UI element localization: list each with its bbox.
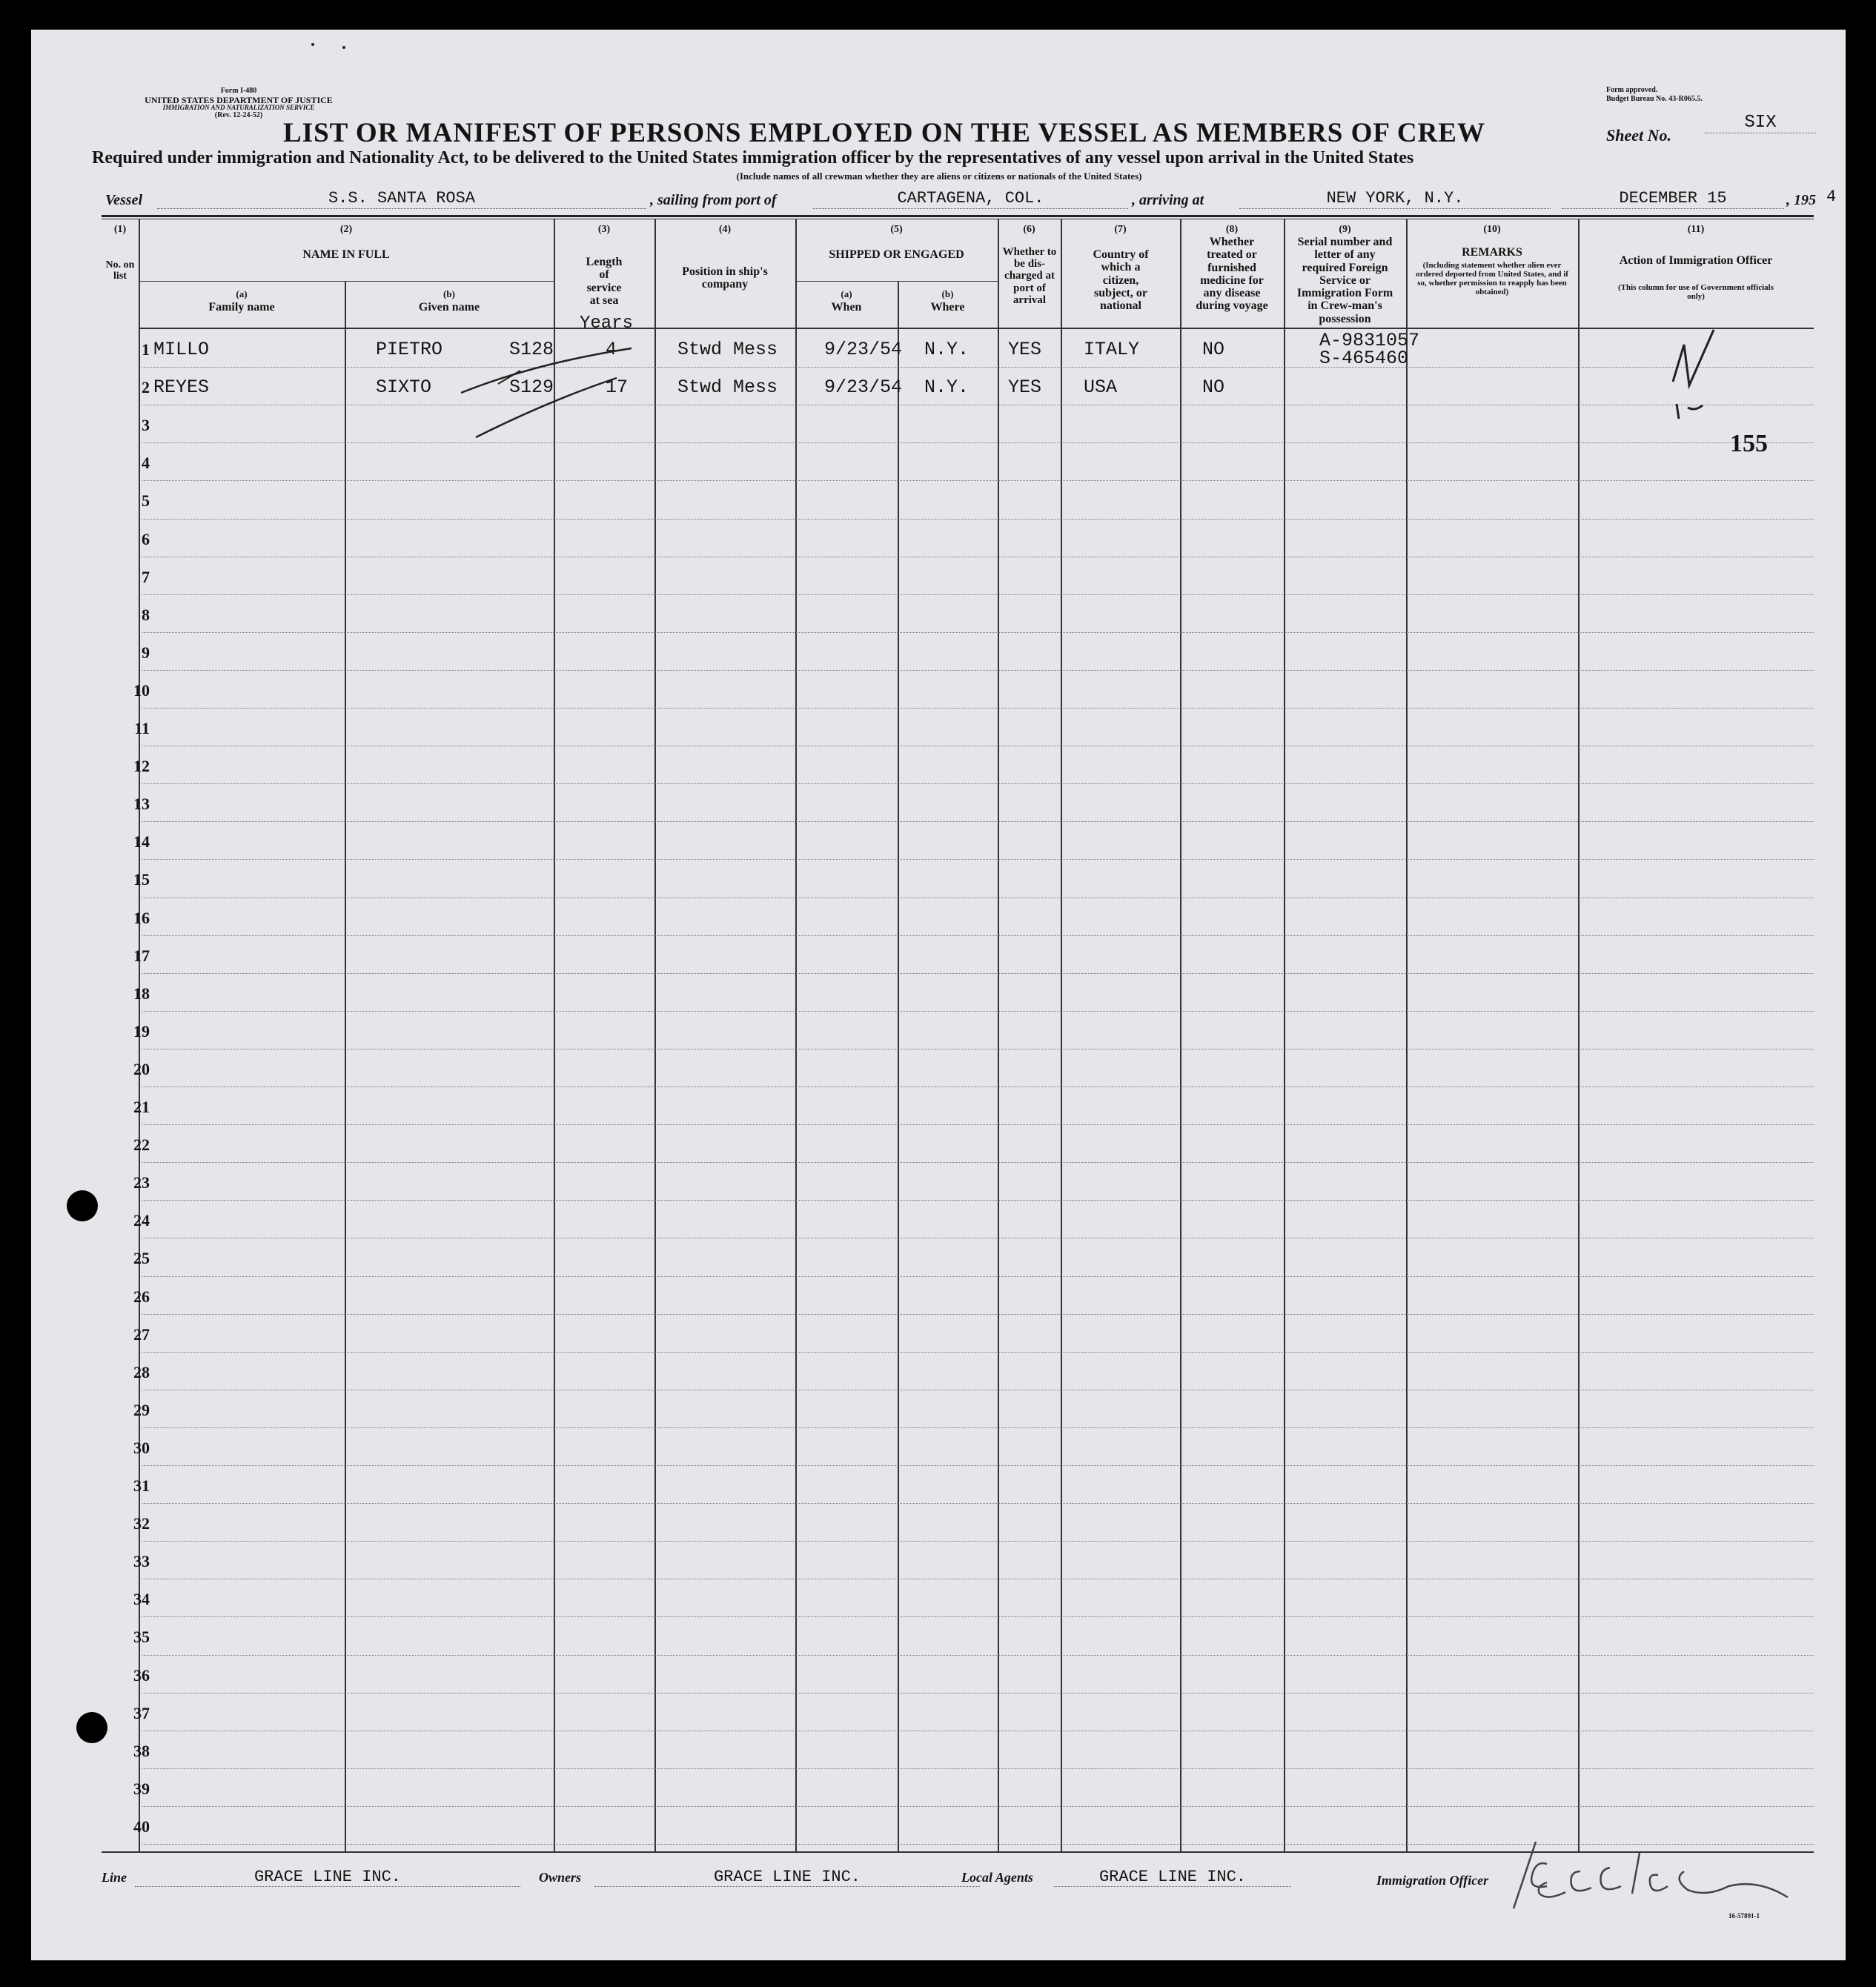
row-number: 15: [133, 870, 150, 889]
row-rule: [142, 557, 1814, 558]
col-2-header: NAME IN FULL: [302, 248, 390, 261]
row-rule: [142, 442, 1814, 444]
row-number: 27: [133, 1324, 150, 1344]
voyage-details: [105, 188, 1837, 216]
row-number: 39: [133, 1779, 150, 1798]
row-number: 25: [133, 1249, 150, 1268]
crew-shipped-when: 9/23/54: [824, 339, 903, 360]
punch-hole: [76, 1712, 107, 1743]
col-5b-header: Where: [930, 301, 965, 314]
row-number: 18: [133, 983, 150, 1003]
col-2a-header: Family name: [208, 301, 275, 314]
arriving-label: , arriving at: [1132, 192, 1204, 208]
col-11-number: (11): [1687, 224, 1705, 235]
col-5-header: SHIPPED OR ENGAGED: [829, 248, 964, 261]
approval-line-1: Form approved.: [1606, 86, 1658, 94]
row-rule: [142, 1731, 1814, 1732]
crew-position: Stwd Mess: [677, 339, 778, 360]
row-rule: [142, 898, 1814, 899]
row-number: 37: [133, 1703, 150, 1722]
sheet-value: SIX: [1705, 113, 1816, 133]
row-number: 8: [142, 605, 150, 624]
row-rule: [142, 1503, 1814, 1505]
crew-given-name: SIXTO: [376, 376, 432, 399]
col-4-header: Position in ship's company: [682, 265, 768, 291]
punch-hole: [67, 1190, 98, 1221]
col-4-number: (4): [718, 224, 732, 235]
sheet-label: Sheet No.: [1606, 126, 1671, 145]
col-5a-header: When: [831, 301, 862, 314]
row-rule: [142, 1768, 1814, 1770]
crew-code: S128: [509, 339, 554, 360]
crew-medicine: NO: [1202, 376, 1225, 399]
row-rule: [142, 973, 1814, 975]
row-number: 26: [133, 1287, 150, 1306]
row-rule: [142, 1579, 1814, 1580]
row-number: 32: [133, 1514, 150, 1533]
line-value: GRACE LINE INC.: [135, 1868, 520, 1887]
row-rule: [142, 1314, 1814, 1316]
col-10-note: (Including statement whether alien ever ordered deported from United States, and if so, whether permission to reapply has been obtained): [1416, 261, 1568, 297]
row-number: 14: [133, 832, 150, 852]
row-rule: [142, 1124, 1814, 1126]
col-divider-2: [554, 219, 555, 1853]
row-rule: [142, 1200, 1814, 1201]
col-divider-7: [1180, 219, 1181, 1853]
agents-value: GRACE LINE INC.: [1054, 1868, 1291, 1887]
crew-shipped-when: 9/23/54: [824, 376, 903, 399]
row-rule: [142, 821, 1814, 823]
row-rule: [142, 1390, 1814, 1391]
row-rule: [142, 859, 1814, 860]
sailing-port: CARTAGENA, COL.: [813, 189, 1128, 209]
col-9-header: Serial number and letter of any required Foreign Service or Immigration Form in Crew-man's possession: [1296, 236, 1393, 325]
col-2-number: (2): [339, 224, 353, 235]
crew-position: Stwd Mess: [677, 376, 778, 399]
col-9-number: (9): [1339, 224, 1351, 235]
row-number: 30: [133, 1438, 150, 1457]
speck: [311, 43, 314, 46]
row-number: 13: [133, 795, 150, 814]
row-number: 23: [133, 1173, 150, 1192]
row-number: 34: [133, 1590, 150, 1609]
row-number: 6: [142, 529, 150, 548]
form-code: 16-57891-1: [1728, 1912, 1760, 1920]
row-rule: [142, 746, 1814, 747]
row-rule: [142, 783, 1814, 785]
row-number: 10: [133, 680, 150, 700]
col-2a-number: (a): [236, 288, 248, 299]
year-digit: 4: [1826, 188, 1837, 206]
col-divider-9: [1406, 219, 1408, 1853]
row-number: 28: [133, 1362, 150, 1381]
row-rule: [142, 405, 1814, 406]
col-7-header: Country of which a citizen, subject, or national: [1093, 248, 1149, 313]
row-number: 36: [133, 1665, 150, 1685]
row-rule: [142, 1276, 1814, 1278]
row-rule: [142, 594, 1814, 596]
crew-shipped-where: N.Y.: [924, 376, 970, 399]
col-11-header: Action of Immigration Officer: [1619, 254, 1773, 267]
row-rule: [142, 1693, 1814, 1694]
crew-medicine: NO: [1202, 339, 1225, 360]
page-title: LIST OR MANIFEST OF PERSONS EMPLOYED ON THE VESSEL AS MEMBERS OF CREW: [283, 118, 1485, 148]
owners-label: Owners: [539, 1870, 582, 1885]
row-number: 35: [133, 1628, 150, 1647]
manifest-sheet: [31, 30, 1846, 1960]
row-rule: [142, 367, 1814, 368]
row-number: 4: [142, 454, 150, 473]
shipped-subheader-rule: [795, 281, 998, 282]
col-10-number: (10): [1483, 224, 1501, 235]
row-number: 2: [142, 378, 150, 397]
row-number: 17: [133, 946, 150, 965]
col-divider-5: [998, 219, 999, 1853]
col-divider-6: [1061, 219, 1062, 1853]
col-2b-number: (b): [443, 288, 455, 299]
row-number: 3: [142, 416, 150, 435]
col-8-number: (8): [1225, 224, 1239, 235]
crew-service-years: 4: [606, 339, 617, 360]
row-number: 29: [133, 1400, 150, 1419]
years-unit: Years: [580, 314, 634, 334]
col-2b-header: Given name: [418, 301, 480, 314]
officer-initials-mark: [1643, 315, 1732, 434]
col-1-number: (1): [113, 224, 127, 235]
row-rule: [142, 1238, 1814, 1239]
row-rule: [142, 1427, 1814, 1429]
crew-shipped-where: N.Y.: [924, 339, 970, 360]
crew-given-name: PIETRO: [376, 339, 443, 360]
row-number: 9: [142, 643, 150, 662]
crew-country: ITALY: [1084, 339, 1140, 360]
col-divider-8: [1284, 219, 1285, 1853]
row-rule: [142, 1162, 1814, 1164]
agents-label: Local Agents: [961, 1870, 1033, 1885]
form-revision: (Rev. 12-24-52): [214, 110, 263, 119]
row-rule: [142, 1011, 1814, 1012]
officer-signature: [1506, 1827, 1810, 1923]
row-rule: [142, 1616, 1814, 1618]
top-rule: [102, 215, 1814, 217]
row-number: 19: [133, 1021, 150, 1041]
include-note: (Include names of all crewman whether they are aliens or citizens or nationals of the United States): [736, 170, 1142, 182]
row-rule: [142, 519, 1814, 520]
row-number: 12: [133, 757, 150, 776]
vessel-name: S.S. SANTA ROSA: [157, 189, 646, 209]
row-number: 20: [133, 1059, 150, 1078]
line-label: Line: [102, 1870, 127, 1885]
row-number: 16: [133, 908, 150, 927]
form-header-left: [98, 87, 379, 119]
row-rule: [142, 708, 1814, 709]
header-bottom-rule: [139, 328, 1814, 329]
col-1-header: No. on list: [105, 259, 135, 282]
row-number: 33: [133, 1552, 150, 1571]
form-approval: [1606, 86, 1784, 104]
crew-service-years: 17: [606, 376, 629, 399]
officer-label: Immigration Officer: [1376, 1873, 1489, 1888]
year-prefix: , 195: [1786, 192, 1816, 208]
col-8-header: Whether treated or furnished medicine for any disease during voyage: [1196, 236, 1268, 313]
col-divider-10: [1578, 219, 1580, 1853]
row-rule: [142, 1541, 1814, 1542]
row-number: 7: [142, 567, 150, 586]
crew-serial-form-2: S-465460: [1319, 348, 1409, 369]
correction-strike-marks: [446, 341, 639, 452]
stamp-number: 155: [1730, 430, 1768, 457]
col-divider-4: [795, 219, 797, 1853]
col-3-number: (3): [597, 224, 611, 235]
row-number: 31: [133, 1476, 150, 1495]
row-rule: [142, 1087, 1814, 1088]
row-rule: [142, 1465, 1814, 1467]
requirement-text: Required under immigration and Nationality Act, to be delivered to the United States immigration officer by the representatives of any vessel upon arrival in the United States: [92, 148, 1414, 167]
crew-family-name: MILLO: [153, 339, 210, 360]
row-number: 38: [133, 1741, 150, 1760]
col-5b-number: (b): [941, 288, 954, 299]
row-number: 1: [142, 340, 150, 359]
row-number: 24: [133, 1211, 150, 1230]
col-10-header: REMARKS: [1462, 246, 1522, 259]
row-number: 22: [133, 1135, 150, 1155]
crew-discharged: YES: [1008, 376, 1042, 399]
row-rule: [142, 670, 1814, 671]
row-rule: [142, 1049, 1814, 1050]
arrival-date: DECEMBER 15: [1562, 189, 1784, 209]
row-number: 11: [134, 719, 150, 737]
col-6-number: (6): [1023, 224, 1035, 235]
col-7-number: (7): [1114, 224, 1127, 235]
col-divider-3: [654, 219, 656, 1853]
col-6-header: Whether to be dis-charged at port of arrival: [1002, 246, 1057, 306]
row-rule: [142, 480, 1814, 482]
crew-country: USA: [1084, 376, 1118, 399]
crew-discharged: YES: [1008, 339, 1042, 360]
row-number: 40: [133, 1817, 150, 1836]
row-rule: [142, 935, 1814, 937]
department-name: UNITED STATES DEPARTMENT OF JUSTICE: [145, 94, 333, 105]
name-subheader-rule: [139, 281, 554, 282]
col-3-header: Length of service at sea: [586, 256, 623, 307]
sailing-label: , sailing from port of: [650, 192, 777, 208]
approval-line-2: Budget Bureau No. 43-R065.5.: [1606, 95, 1703, 103]
service-name: IMMIGRATION AND NATURALIZATION SERVICE: [162, 104, 315, 112]
row-rule: [142, 1655, 1814, 1656]
form-number: Form I-480: [220, 87, 257, 95]
vessel-label: Vessel: [105, 192, 142, 208]
row-number: 5: [142, 491, 150, 511]
row-rule: [142, 1806, 1814, 1808]
col-5-number: (5): [890, 224, 903, 235]
speck: [342, 46, 345, 49]
crew-code: S129: [509, 376, 554, 399]
row-number: 21: [133, 1098, 150, 1116]
row-rule: [142, 632, 1814, 634]
crew-family-name: REYES: [153, 376, 210, 399]
owners-value: GRACE LINE INC.: [594, 1868, 980, 1887]
row-rule: [142, 1352, 1814, 1353]
crew-serial-form: A-9831057: [1319, 330, 1420, 351]
col-5a-number: (a): [841, 288, 852, 299]
arriving-port: NEW YORK, N.Y.: [1239, 189, 1551, 209]
col-11-note: (This column for use of Government officials only): [1617, 283, 1774, 302]
